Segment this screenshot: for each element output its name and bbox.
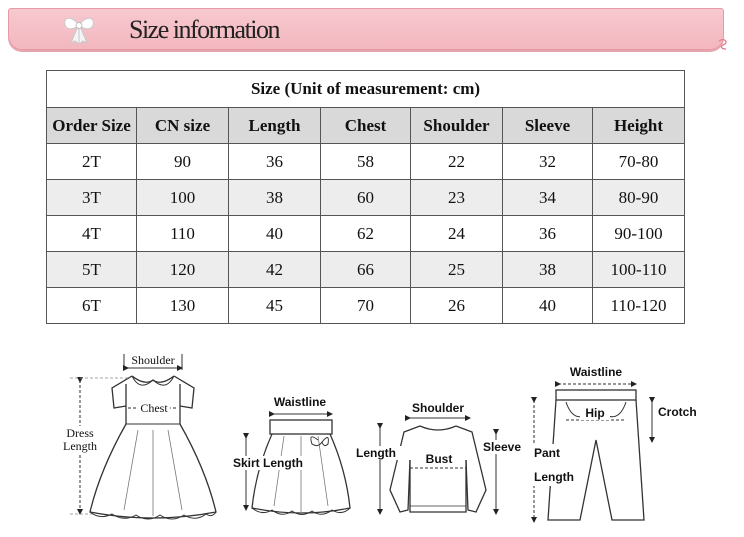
table-cell: 22: [411, 144, 503, 180]
table-cell: 38: [229, 180, 321, 216]
table-cell: 45: [229, 288, 321, 324]
table-cell: 40: [503, 288, 593, 324]
table-cell: 60: [321, 180, 411, 216]
top-shoulder-label: Shoulder: [411, 401, 465, 415]
dress-length-label-line1: Dress: [66, 426, 94, 440]
table-cell: 38: [503, 252, 593, 288]
table-row: [47, 180, 685, 216]
table-cell: 110: [137, 216, 229, 252]
pants-crotch-label: Crotch: [658, 405, 697, 419]
column-header: Sleeve: [503, 108, 593, 144]
table-cell: 40: [229, 216, 321, 252]
dress-shoulder-label: Shoulder: [131, 353, 175, 367]
table-cell: 4T: [47, 216, 137, 252]
top-diagram: [352, 401, 526, 512]
top-bust-label: Bust: [425, 452, 453, 466]
table-cell: 2T: [47, 144, 137, 180]
table-cell: 100: [137, 180, 229, 216]
table-cell: 24: [411, 216, 503, 252]
table-cell: 34: [503, 180, 593, 216]
table-cell: 70-80: [593, 144, 685, 180]
table-cell: 36: [229, 144, 321, 180]
header-banner: [8, 8, 724, 50]
column-header: Height: [593, 108, 685, 144]
dress-length-label-line2: Length: [63, 439, 97, 453]
dress-chest-label: Chest: [140, 401, 168, 415]
pants-diagram: [530, 365, 697, 520]
dress-diagram: [58, 353, 216, 519]
table-header-row: [47, 108, 685, 144]
column-header: Chest: [321, 108, 411, 144]
measurement-diagrams: [0, 340, 744, 537]
table-cell: 80-90: [593, 180, 685, 216]
table-cell: 26: [411, 288, 503, 324]
table-cell: 36: [503, 216, 593, 252]
table-row: [47, 144, 685, 180]
ribbon-bow-icon: [61, 13, 97, 45]
page-title: Size information: [129, 15, 280, 44]
table-cell: 62: [321, 216, 411, 252]
table-caption: Size (Unit of measurement: cm): [47, 71, 685, 108]
top-sleeve-label: Sleeve: [482, 440, 522, 454]
column-header: Order Size: [47, 108, 137, 144]
table-cell: 90: [137, 144, 229, 180]
column-header: Shoulder: [411, 108, 503, 144]
top-length-label: Length: [356, 446, 396, 460]
skirt-waistline-label: Waistline: [273, 395, 327, 409]
pants-length-label-line1: Pant: [534, 446, 561, 460]
table-cell: 70: [321, 288, 411, 324]
size-table: [46, 70, 685, 324]
table-cell: 5T: [47, 252, 137, 288]
table-cell: 120: [137, 252, 229, 288]
table-cell: 3T: [47, 180, 137, 216]
table-row: [47, 216, 685, 252]
table-cell: 32: [503, 144, 593, 180]
skirt-diagram: [232, 395, 350, 515]
table-cell: 66: [321, 252, 411, 288]
pants-length-label-line2: Length: [534, 470, 574, 484]
table-cell: 90-100: [593, 216, 685, 252]
pants-waistline-label: Waistline: [569, 365, 623, 379]
table-cell: 6T: [47, 288, 137, 324]
pants-hip-label: Hip: [585, 406, 605, 420]
table-cell: 58: [321, 144, 411, 180]
skirt-length-label: Skirt Length: [232, 456, 304, 470]
corner-curl-icon: [717, 37, 731, 51]
table-cell: 42: [229, 252, 321, 288]
table-cell: 25: [411, 252, 503, 288]
table-cell: 130: [137, 288, 229, 324]
column-header: CN size: [137, 108, 229, 144]
table-cell: 110-120: [593, 288, 685, 324]
table-row: [47, 288, 685, 324]
table-cell: 100-110: [593, 252, 685, 288]
column-header: Length: [229, 108, 321, 144]
table-cell: 23: [411, 180, 503, 216]
table-row: [47, 252, 685, 288]
